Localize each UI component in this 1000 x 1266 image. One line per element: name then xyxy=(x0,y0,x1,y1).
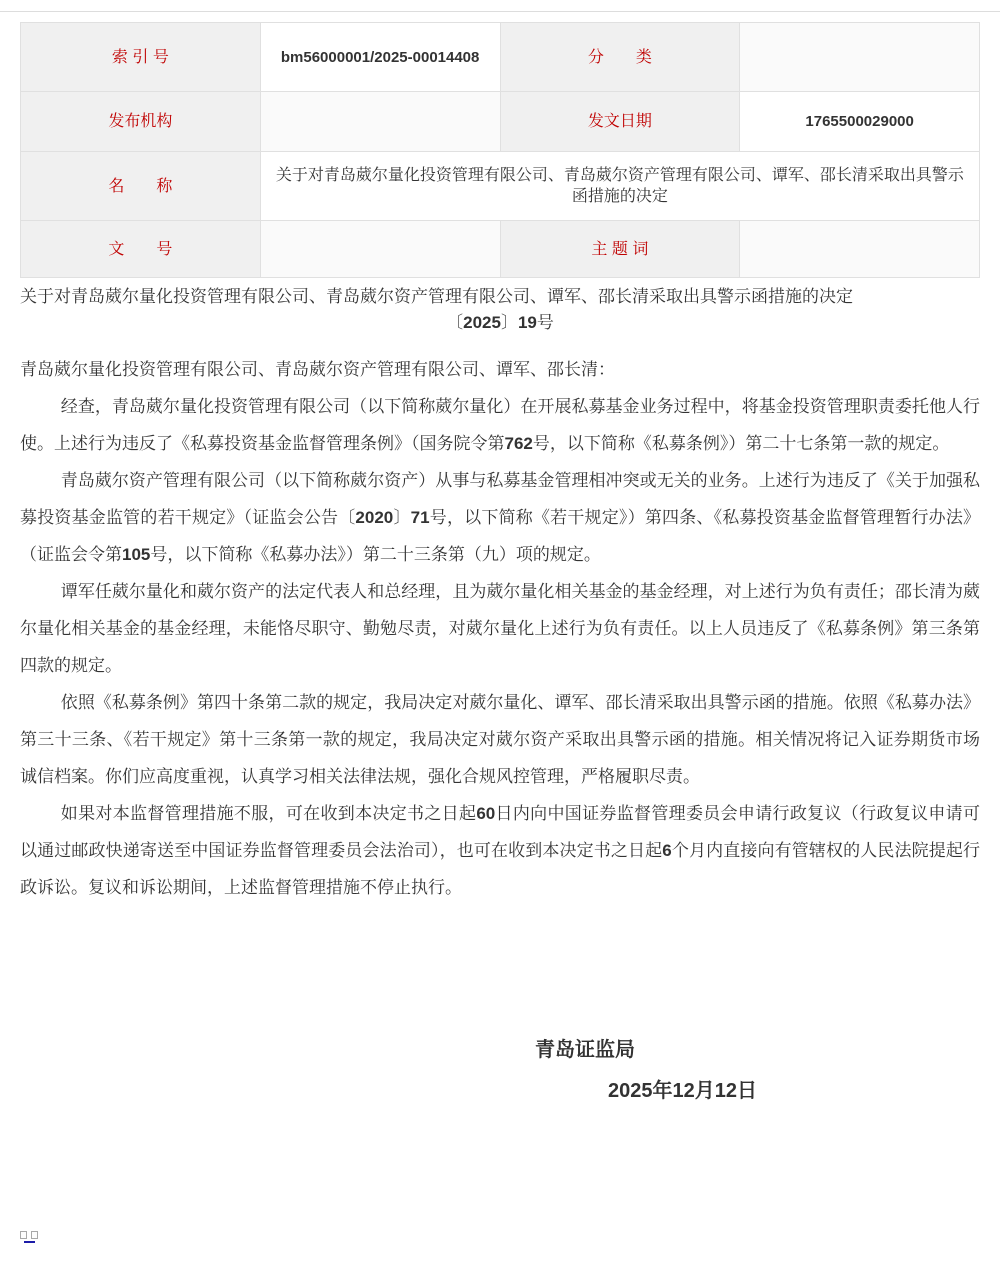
signature-block xyxy=(20,1030,980,1112)
signature-date: 2025年12月12日 xyxy=(608,1080,757,1102)
broken-image-link[interactable] xyxy=(20,1231,38,1242)
doc-number-value xyxy=(260,221,500,278)
doc-number-label: 文 号 xyxy=(21,221,261,278)
addressee-line: 青岛葳尔量化投资管理有限公司、青岛葳尔资产管理有限公司、谭军、邵长清： xyxy=(20,360,615,379)
issuing-agency-label: 发布机构 xyxy=(21,92,261,152)
body-paragraph: 如果对本监督管理措施不服，可在收到本决定书之日起60日内向中国证券监督管理委员会申请行政复议（行政复议申请可以通过邮政快递寄送至中国证券监督管理委员会法治司），也可在收到本决定书之日起6个月内直接向有管辖权的人民法院提起行政诉讼。复议和诉讼期间，上述监督管理措施不停止执行。 xyxy=(20,804,981,897)
metadata-table xyxy=(20,22,980,278)
subject-words-label: 主 题 词 xyxy=(500,221,740,278)
issue-date-value: 1765500029000 xyxy=(740,92,980,152)
document-title: 关于对青岛葳尔量化投资管理有限公司、青岛葳尔资产管理有限公司、谭军、邵长清采取出具警示函措施的决定 xyxy=(20,287,853,306)
body-paragraph: 依照《私募条例》第四十条第二款的规定，我局决定对葳尔量化、谭军、邵长清采取出具警示函的措施。依照《私募办法》第三十三条、《若干规定》第十三条第一款的规定，我局决定对葳尔资产采取出具警示函的措施。相关情况将记入证券期货市场诚信档案。你们应高度重视，认真学习相关法律法规，强化合规风控管理，严格履职尽责。 xyxy=(20,693,980,786)
index-number-label: 索 引 号 xyxy=(21,23,261,92)
name-value: 关于对青岛葳尔量化投资管理有限公司、青岛葳尔资产管理有限公司、谭军、邵长清采取出具警示函措施的决定 xyxy=(260,152,979,221)
table-row xyxy=(21,23,980,92)
table-row xyxy=(21,221,980,278)
link-underline xyxy=(24,1241,35,1243)
index-number-value: bm56000001/2025-00014408 xyxy=(260,23,500,92)
broken-image-icon xyxy=(31,1231,38,1239)
signature-authority: 青岛证监局 xyxy=(535,1039,635,1061)
subject-words-value xyxy=(740,221,980,278)
top-divider xyxy=(0,11,1000,12)
category-label: 分 类 xyxy=(500,23,740,92)
broken-image-icon xyxy=(20,1231,27,1239)
document-page xyxy=(0,22,1000,1112)
issuing-agency-value xyxy=(260,92,500,152)
issue-date-label: 发文日期 xyxy=(500,92,740,152)
category-value xyxy=(740,23,980,92)
body-paragraph: 青岛葳尔资产管理有限公司（以下简称葳尔资产）从事与私募基金管理相冲突或无关的业务。上述行为违反了《关于加强私募投资基金监管的若干规定》（证监会公告〔2020〕71号，以下简称《若干规定》）第四条、《私募投资基金监督管理暂行办法》（证监会令第105号，以下简称《私募办法》）第二十三条第（九）项的规定。 xyxy=(20,471,981,564)
table-row xyxy=(21,92,980,152)
name-label: 名 称 xyxy=(21,152,261,221)
document-number: 〔2025〕19号 xyxy=(446,313,554,332)
table-row xyxy=(21,152,980,221)
body-paragraph: 经查，青岛葳尔量化投资管理有限公司（以下简称葳尔量化）在开展私募基金业务过程中，将基金投资管理职责委托他人行使。上述行为违反了《私募投资基金监督管理条例》（国务院令第762号，以下简称《私募条例》）第二十七条第一款的规定。 xyxy=(20,397,980,453)
body-paragraph: 谭军任葳尔量化和葳尔资产的法定代表人和总经理，且为葳尔量化相关基金的基金经理，对上述行为负有责任；邵长清为葳尔量化相关基金的基金经理，未能恪尽职守、勤勉尽责，对葳尔量化上述行为负有责任。以上人员违反了《私募条例》第三条第四款的规定。 xyxy=(20,582,980,675)
